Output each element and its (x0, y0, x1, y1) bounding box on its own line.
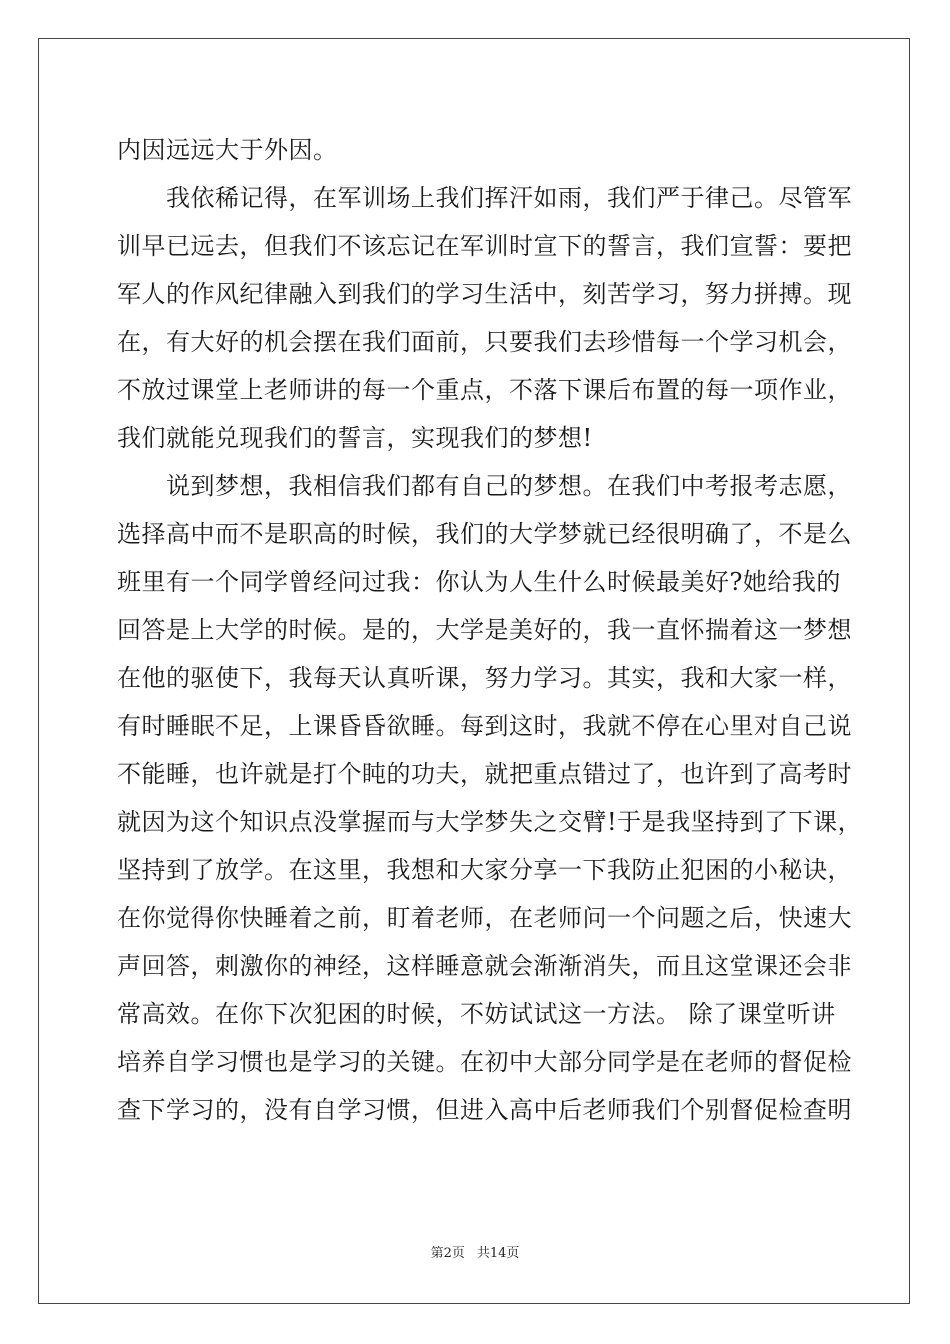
text-line: 不放过课堂上老师讲的每一个重点，不落下课后布置的每一项作业， (117, 376, 852, 404)
text-line: 军人的作风纪律融入到我们的学习生活中，刻苦学习，努力拼搏。现 (117, 280, 852, 308)
text-line: 班里有一个同学曾经问过我：你认为人生什么时候最美好?她给我的 (117, 568, 841, 596)
text-line: 回答是上大学的时候。是的，大学是美好的，我一直怀揣着这一梦想 (117, 616, 852, 644)
text-line: 声回答，刺激你的神经，这样睡意就会渐渐消失，而且这堂课还会非 (117, 952, 852, 980)
text-line: 在他的驱使下，我每天认真听课，努力学习。其实，我和大家一样， (117, 664, 852, 692)
page-number: 第2页 (430, 1246, 465, 1261)
text-line: 训早已远去，但我们不该忘记在军训时宣下的誓言，我们宣誓：要把 (117, 232, 852, 260)
text-line: 查下学习的，没有自学习惯，但进入高中后老师我们个别督促检查明 (117, 1096, 852, 1124)
text-line: 不能睡，也许就是打个盹的功夫，就把重点错过了，也许到了高考时 (117, 760, 852, 788)
page-total: 共14页 (476, 1246, 520, 1261)
text-line: 在你觉得你快睡着之前，盯着老师，在老师问一个问题之后，快速大 (117, 904, 852, 932)
text-line: 说到梦想，我相信我们都有自己的梦想。在我们中考报考志愿， (117, 472, 852, 500)
text-line: 我们就能兑现我们的誓言，实现我们的梦想! (117, 424, 593, 452)
text-line: 坚持到了放学。在这里，我想和大家分享一下我防止犯困的小秘诀， (117, 856, 852, 884)
text-line: 内因远远大于外因。 (117, 136, 338, 164)
text-line: 有时睡眠不足，上课昏昏欲睡。每到这时，我就不停在心里对自己说 (117, 712, 852, 740)
text-line: 常高效。在你下次犯困的时候，不妨试试这一方法。 除了课堂听讲 (117, 1000, 836, 1028)
page-footer (0, 1244, 950, 1264)
text-line: 就因为这个知识点没掌握而与大学梦失之交臂!于是我坚持到了下课， (117, 808, 863, 836)
text-line: 选择高中而不是职高的时候，我们的大学梦就已经很明确了，不是么 (117, 520, 852, 548)
text-line: 在，有大好的机会摆在我们面前，只要我们去珍惜每一个学习机会， (117, 328, 852, 356)
text-line: 我依稀记得，在军训场上我们挥汗如雨，我们严于律己。尽管军 (117, 184, 852, 212)
body-text (117, 126, 863, 1134)
text-line: 培养自学习惯也是学习的关键。在初中大部分同学是在老师的督促检 (117, 1048, 852, 1076)
